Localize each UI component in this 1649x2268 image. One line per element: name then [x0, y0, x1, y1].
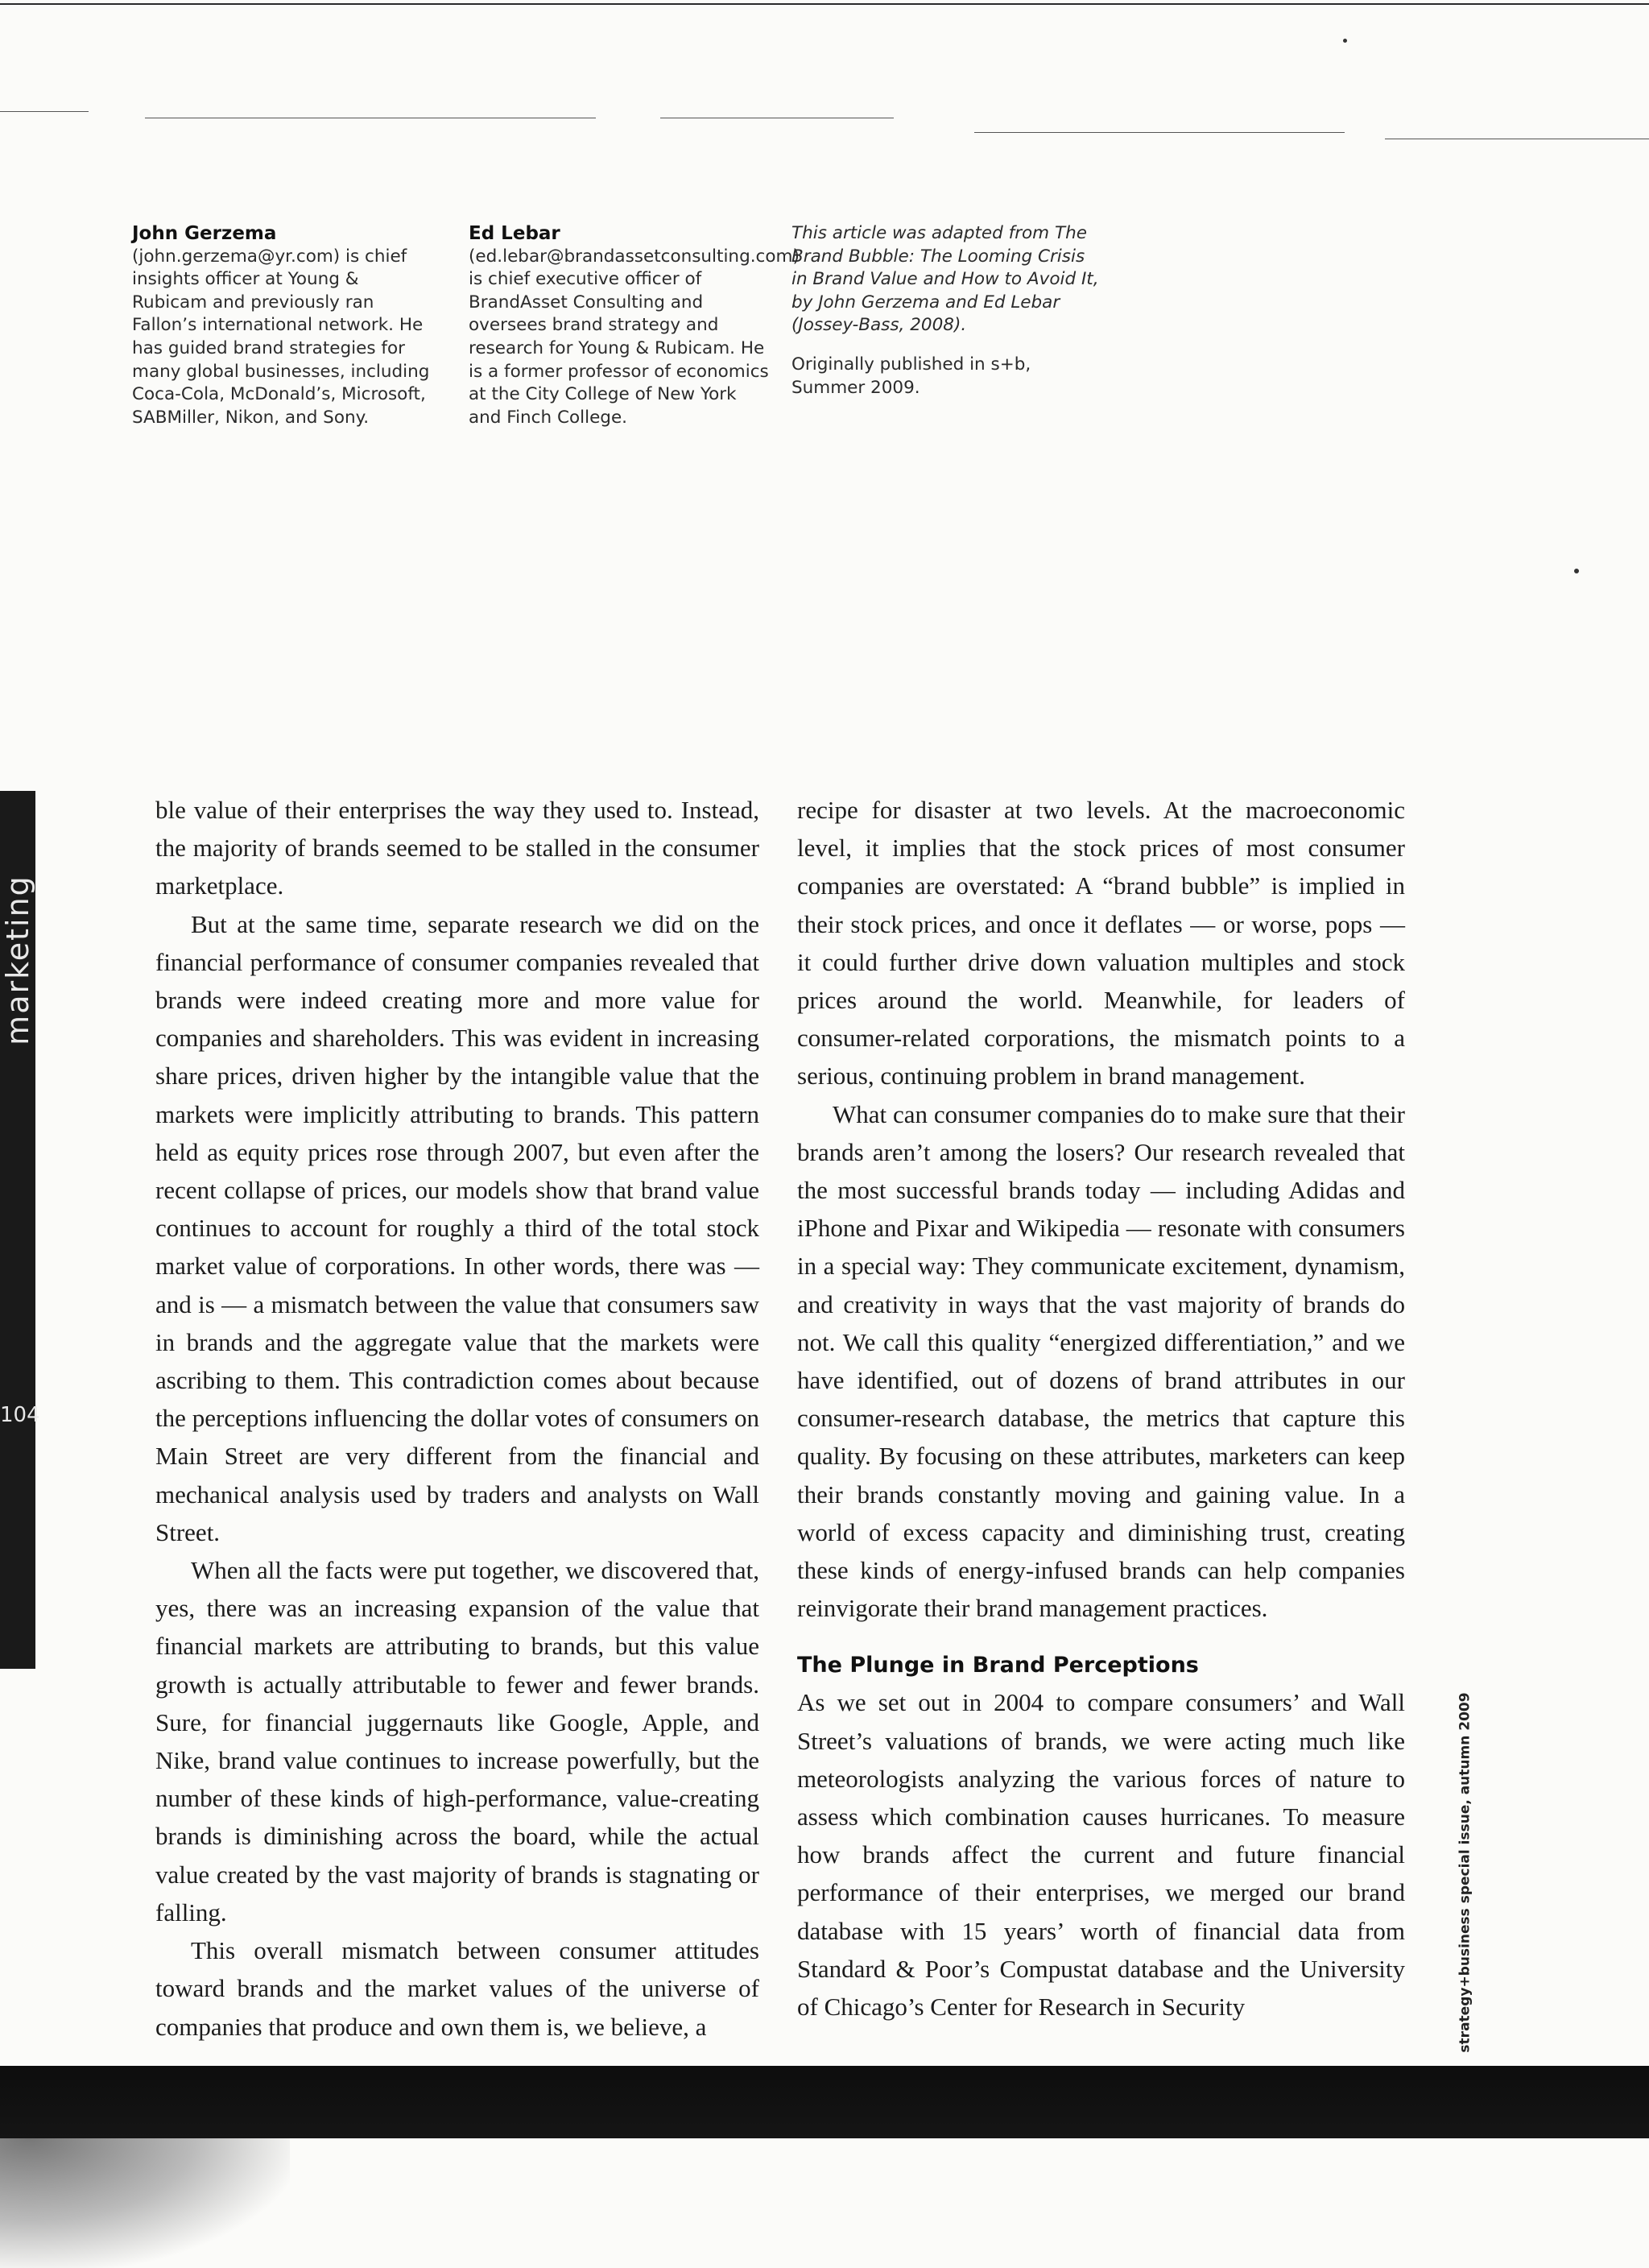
paragraph: When all the facts were put together, we discovered that, yes, there was an increasing expansion of the value that financial markets are attributing to brands, but this value growth is actually attributable to fewer and fewer brands. Sure, for financial juggernauts like Google, Apple, and Nike, brand value continues to increase powerfully, but the number of these kinds of high-performance, value-creating brands is diminishing across the board, while the actual value created by the vast majority of brands is stagnating or falling.: [155, 1556, 759, 1927]
article-source-note: [791, 222, 1106, 416]
journal-line: strategy+business special issue, autumn 2009: [1457, 1692, 1473, 2053]
paragraph: As we set out in 2004 to compare consumers’ and Wall Street’s valuations of brands, we were acting much like meteorologists analyzing the various forces of nature to assess which combination causes hurricanes. To measure how brands affect the current and future financial performance of their enterprises, we merged our brand database with 15 years’ worth of financial data from Standard & Poor’s Compustat database and the University of Chicago’s Center for Research in Security: [797, 1688, 1405, 2022]
section-label: marketing: [0, 875, 35, 1045]
paragraph: But at the same time, separate research we did on the financial performance of consumer companies revealed that brands were indeed creating more and more value for companies and shareholders. This was evident in increasing share prices, driven higher by the intangible value that the markets were implicitly attributing to brands. This pattern held as equity prices rose through 2007, but even after the recent collapse of prices, our models show that brand value continues to account for roughly a third of the total stock market value of corporations. In other words, there was — and is — a mismatch between the value that consumers saw in brands and the aggregate value that the markets were ascribing to them. This contradiction comes about because the perceptions influencing the dollar votes of consumers on Main Street are very different from the financial and mechanical analysis used by traders and analysts on Wall Street.: [155, 909, 759, 1546]
section-tab: [0, 791, 40, 1669]
scan-speck: [1343, 39, 1347, 43]
paragraph: recipe for disaster at two levels. At the macroeconomic level, it implies that the stock prices of most consumer companies are overstated: A “brand bubble” is implied in their stock prices, and once it deflates — or worse, pops — it could further drive down valuation multiples and stock prices around the world. Meanwhile, for leaders of consumer-related corporations, the mismatch points to a serious, continuing problem in brand management.: [797, 796, 1405, 1091]
scan-line-top: [0, 3, 1649, 5]
author-name: John Gerzema: [132, 223, 277, 244]
paragraph: ble value of their enterprises the way they used to. Instead, the majority of brands seemed to be stalled in the consumer marketplace.: [155, 796, 759, 900]
paragraph: What can consumer companies do to make sure that their brands aren’t among the losers? Our research revealed that the most successful brands today — including Adidas and iPhone and Pixar and Wikipedia — resonate with consumers in a special way: They communicate excitement, dynamism, and creativity in ways that the vast majority of brands do not. We call this quality “energized differentiation,” and we have identified, out of dozens of brand attributes in our consumer-research database, the metrics that capture this quality. By focusing on these attributes, marketers can keep their brands constantly moving and gaining value. In a world of excess capacity and diminishing trust, creating these kinds of energy-infused brands can help companies reinvigorate their brand management practices.: [797, 1099, 1405, 1623]
paragraph: This overall mismatch between consumer attitudes toward brands and the market values of the universe of companies that produce and own them is, we believe, a: [155, 1936, 759, 2041]
section-heading: The Plunge in Brand Perceptions: [797, 1653, 1199, 1678]
author-bio: (ed.lebar@brandassetconsulting.com) is chief executive officer of BrandAsset Consulting and oversees brand strategy and research for Young & Rubicam. He is a former professor of economics at the City College of New York and Finch College.: [469, 246, 800, 428]
scan-speck: [1574, 569, 1579, 573]
scan-shadow: [0, 2138, 290, 2268]
page-number: 104: [0, 1403, 40, 1427]
body-column-right: [797, 791, 1405, 2026]
author-name: Ed Lebar: [469, 223, 560, 244]
published-note: Originally published in s+b, Summer 2009.: [791, 354, 1031, 398]
adapted-note: This article was adapted from The Brand Bubble: The Looming Crisis in Brand Value and How to Avoid It, by John Gerzema and Ed Lebar (Jossey-Bass, 2008).: [791, 223, 1099, 336]
body-column-left: [155, 791, 759, 2046]
author-bio: (john.gerzema@yr.com) is chief insights officer at Young & Rubicam and previously ran Fallon’s international network. He has guided brand strategies for many global businesses, including Coca-Cola, McDonald’s, Microsoft, SABMiller, Nikon, and Sony.: [132, 246, 430, 428]
scan-dark-band: [0, 2066, 1649, 2138]
bio-gerzema: [132, 222, 430, 429]
scan-line: [0, 111, 89, 112]
scan-line: [974, 132, 1345, 133]
bio-lebar: [469, 222, 800, 429]
